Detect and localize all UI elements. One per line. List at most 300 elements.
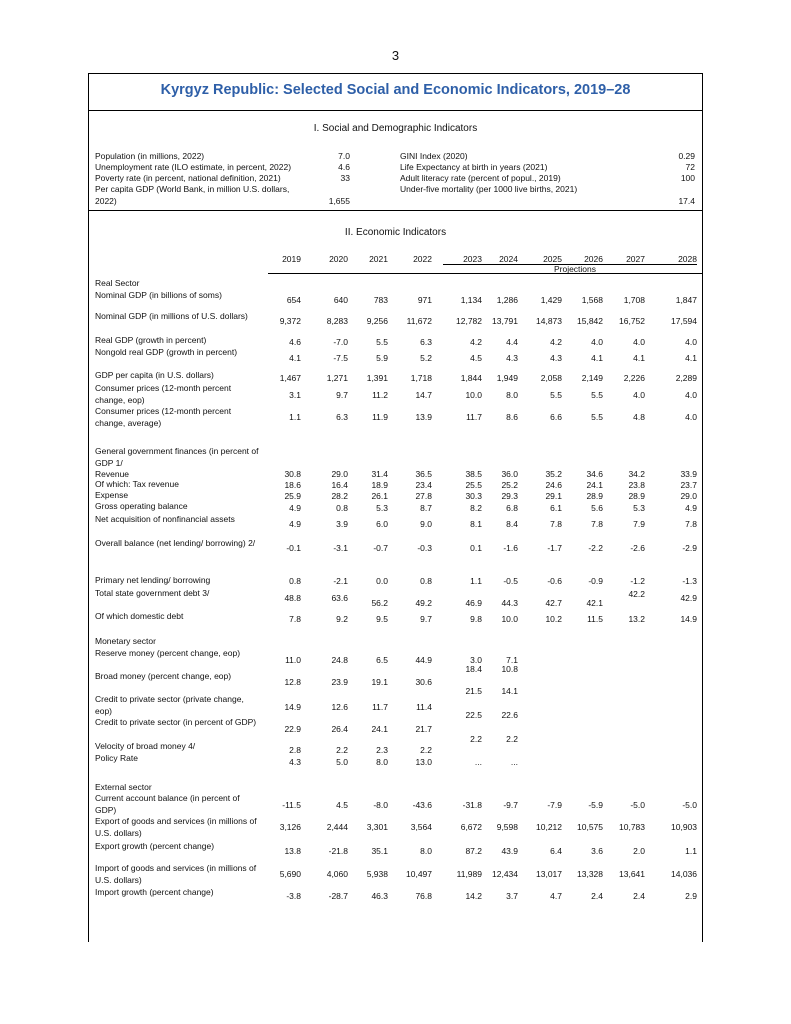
cell-value: 2.9: [685, 891, 697, 901]
cell-value: 5,690: [279, 869, 301, 879]
cell-value: 10,575: [577, 822, 603, 832]
cell-value: 4.3: [289, 757, 301, 767]
cell-value: 4.0: [633, 337, 645, 347]
cell-value: 12,782: [456, 316, 482, 326]
cell-value: 3,564: [410, 822, 432, 832]
social-right-label: GINI Index (2020): [400, 151, 468, 161]
cell-value: -7.9: [547, 800, 562, 810]
cell-value: 3,126: [279, 822, 301, 832]
cell-value: 9.5: [376, 614, 388, 624]
section-header: External sector: [95, 782, 152, 792]
row-label: Revenue: [95, 469, 130, 479]
cell-value: 11.9: [372, 412, 388, 422]
cell-value: 10.0: [465, 390, 482, 400]
cell-value: 13,017: [536, 869, 562, 879]
cell-value: 2.8: [289, 745, 301, 755]
social-left-value: 4.6: [338, 162, 350, 172]
cell-value: 2,444: [326, 822, 348, 832]
cell-value: 8.2: [470, 503, 482, 513]
cell-value: 4.0: [685, 390, 697, 400]
social-left-label: Poverty rate (in percent, national definition, 2021): [95, 173, 281, 183]
year-2025: 2025: [543, 254, 562, 264]
social-right-value: 72: [685, 162, 695, 172]
cell-value: 11.5: [587, 614, 603, 624]
cell-value: 63.6: [331, 593, 348, 603]
cell-value: 24.1: [586, 480, 603, 490]
cell-value: 4.9: [289, 503, 301, 513]
cell-value: 21.7: [415, 724, 432, 734]
year-2020: 2020: [329, 254, 348, 264]
cell-value: 43.9: [501, 846, 518, 856]
cell-value: 5.3: [633, 503, 645, 513]
cell-value: -8.0: [373, 800, 388, 810]
row-label: Current account balance (in percent of GDP): [95, 793, 240, 815]
row-label: Export of goods and services (in millions of U.S. dollars): [95, 816, 257, 838]
cell-value: 13,641: [619, 869, 645, 879]
cell-value: 25.2: [501, 480, 518, 490]
cell-value: 46.9: [465, 598, 482, 608]
cell-value: 1,134: [460, 295, 482, 305]
social-right-value: 100: [680, 173, 695, 183]
cell-value: 4,060: [326, 869, 348, 879]
cell-value: 13,791: [492, 316, 518, 326]
cell-value: 11.2: [372, 390, 388, 400]
cell-value: 2.4: [591, 891, 603, 901]
cell-value: 4.5: [470, 353, 482, 363]
cell-value: -43.6: [412, 800, 432, 810]
cell-value: 5.2: [420, 353, 432, 363]
cell-value: 9,372: [279, 316, 301, 326]
cell-value: 9.8: [470, 614, 482, 624]
cell-value: -7.0: [333, 337, 348, 347]
cell-value: 1,844: [460, 373, 482, 383]
section-header: Monetary sector: [95, 636, 156, 646]
row-label: Of which: Tax revenue: [95, 479, 179, 489]
cell-value: 10.8: [501, 664, 518, 674]
row-label: Credit to private sector (in percent of GDP): [95, 717, 257, 727]
cell-value: 3.7: [506, 891, 518, 901]
cell-value: 14,036: [671, 869, 697, 879]
header-rule: [268, 273, 703, 274]
cell-value: 18.9: [371, 480, 388, 490]
row-label: Policy Rate: [95, 753, 138, 763]
cell-value: 1.1: [470, 576, 482, 586]
cell-value: 76.8: [415, 891, 432, 901]
cell-value: 30.3: [465, 491, 482, 501]
cell-value: -11.5: [282, 800, 301, 810]
year-2019: 2019: [282, 254, 301, 264]
cell-value: 22.5: [465, 710, 482, 720]
cell-value: 0.8: [420, 576, 432, 586]
cell-value: 12.6: [331, 702, 348, 712]
section-header: Real Sector: [95, 278, 140, 288]
cell-value: 38.5: [465, 469, 482, 479]
cell-value: 8.1: [470, 519, 482, 529]
cell-value: 0.8: [289, 576, 301, 586]
cell-value: 26.4: [331, 724, 348, 734]
cell-value: 17,594: [671, 316, 697, 326]
year-2024: 2024: [499, 254, 518, 264]
cell-value: 6.0: [376, 519, 388, 529]
cell-value: 10.0: [501, 614, 518, 624]
social-left-value: 7.0: [338, 151, 350, 161]
cell-value: 18.4: [465, 664, 482, 674]
row-label: Gross operating balance: [95, 501, 188, 511]
cell-value: 56.2: [371, 598, 388, 608]
row-label: Import of goods and services (in millions of U.S. dollars): [95, 863, 257, 885]
cell-value: 29.0: [331, 469, 348, 479]
section-economic-title: II. Economic Indicators: [344, 227, 447, 238]
cell-value: 29.3: [501, 491, 518, 501]
cell-value: 7.8: [550, 519, 562, 529]
page-number: 3: [391, 48, 400, 63]
cell-value: 2.2: [470, 734, 482, 744]
social-right-label: Life Expectancy at birth in years (2021): [400, 162, 548, 172]
cell-value: 5.5: [376, 337, 388, 347]
cell-value: 5.3: [376, 503, 388, 513]
cell-value: 8,283: [326, 316, 348, 326]
cell-value: 2.4: [633, 891, 645, 901]
cell-value: 11.7: [466, 412, 482, 422]
cell-value: 971: [417, 295, 432, 305]
cell-value: -31.8: [462, 800, 482, 810]
row-label: Real GDP (growth in percent): [95, 335, 207, 345]
cell-value: 4.3: [506, 353, 518, 363]
cell-value: 24.8: [331, 655, 348, 665]
cell-value: 13,328: [577, 869, 603, 879]
social-left-label: Population (in millions, 2022): [95, 151, 205, 161]
cell-value: 16.4: [331, 480, 348, 490]
cell-value: 2.0: [633, 846, 645, 856]
cell-value: -0.5: [503, 576, 518, 586]
cell-value: -2.1: [333, 576, 348, 586]
cell-value: 654: [286, 295, 301, 305]
cell-value: 4.9: [289, 519, 301, 529]
cell-value: 6,672: [460, 822, 482, 832]
cell-value: 10.2: [545, 614, 562, 624]
cell-value: 42.9: [680, 593, 697, 603]
cell-value: 1,718: [410, 373, 432, 383]
cell-value: 42.2: [628, 589, 645, 599]
cell-value: -5.0: [630, 800, 645, 810]
cell-value: ...: [510, 757, 518, 767]
cell-value: 3,301: [366, 822, 388, 832]
cell-value: -7.5: [333, 353, 348, 363]
cell-value: 6.4: [550, 846, 562, 856]
cell-value: 2,289: [675, 373, 697, 383]
cell-value: 14.1: [501, 686, 518, 696]
cell-value: 4.1: [289, 353, 301, 363]
row-label: Nominal GDP (in billions of soms): [95, 290, 222, 300]
cell-value: 35.1: [371, 846, 388, 856]
cell-value: 5,938: [366, 869, 388, 879]
cell-value: -2.9: [682, 543, 697, 553]
cell-value: 4.0: [685, 412, 697, 422]
cell-value: 1,286: [496, 295, 518, 305]
cell-value: 6.8: [506, 503, 518, 513]
cell-value: 9,598: [496, 822, 518, 832]
cell-value: 4.5: [336, 800, 348, 810]
table-title: Kyrgyz Republic: Selected Social and Economic Indicators, 2019–28: [160, 82, 631, 98]
cell-value: 49.2: [415, 598, 432, 608]
cell-value: -0.6: [547, 576, 562, 586]
cell-value: 2.2: [506, 734, 518, 744]
cell-value: 4.2: [470, 337, 482, 347]
cell-value: 10,212: [536, 822, 562, 832]
projections-label: Projections: [553, 264, 597, 274]
row-label: Of which domestic debt: [95, 611, 184, 621]
cell-value: 6.6: [550, 412, 562, 422]
cell-value: 22.6: [501, 710, 518, 720]
cell-value: 10,497: [406, 869, 432, 879]
cell-value: 2,058: [540, 373, 562, 383]
cell-value: -21.8: [328, 846, 348, 856]
cell-value: 14.9: [680, 614, 697, 624]
cell-value: 35.2: [545, 469, 562, 479]
cell-value: 2.2: [336, 745, 348, 755]
row-label: Expense: [95, 490, 129, 500]
cell-value: 12.8: [284, 677, 301, 687]
cell-value: 5.6: [591, 503, 603, 513]
section-social-title: I. Social and Demographic Indicators: [313, 123, 478, 134]
cell-value: 14,873: [536, 316, 562, 326]
row-label: Consumer prices (12-month percent change, average): [95, 406, 232, 428]
cell-value: 4.4: [506, 337, 518, 347]
cell-value: 23.4: [415, 480, 432, 490]
cell-value: 9.7: [420, 614, 432, 624]
cell-value: -1.2: [630, 576, 645, 586]
social-right-label: Under-five mortality (per 1000 live births, 2021): [400, 184, 578, 194]
cell-value: 28.2: [331, 491, 348, 501]
row-label: Import growth (percent change): [95, 887, 214, 897]
cell-value: 7.8: [685, 519, 697, 529]
cell-value: 8.7: [420, 503, 432, 513]
cell-value: 640: [333, 295, 348, 305]
cell-value: 8.6: [506, 412, 518, 422]
cell-value: 21.5: [465, 686, 482, 696]
cell-value: 2,149: [581, 373, 603, 383]
cell-value: 25.5: [465, 480, 482, 490]
cell-value: 28.9: [586, 491, 603, 501]
cell-value: 27.8: [415, 491, 432, 501]
cell-value: 29.1: [545, 491, 562, 501]
cell-value: 44.9: [415, 655, 432, 665]
cell-value: -2.6: [630, 543, 645, 553]
cell-value: 11.4: [416, 702, 432, 712]
cell-value: 8.0: [506, 390, 518, 400]
cell-value: 28.9: [628, 491, 645, 501]
cell-value: 5.9: [376, 353, 388, 363]
cell-value: 18.6: [284, 480, 301, 490]
cell-value: 5.5: [591, 412, 603, 422]
cell-value: 1.1: [289, 412, 301, 422]
row-label: Nongold real GDP (growth in percent): [95, 347, 238, 357]
cell-value: 29.0: [680, 491, 697, 501]
cell-value: 42.7: [545, 598, 562, 608]
cell-value: 25.9: [284, 491, 301, 501]
cell-value: 13.9: [415, 412, 432, 422]
cell-value: 9.7: [336, 390, 348, 400]
cell-value: 23.9: [331, 677, 348, 687]
cell-value: 16,752: [619, 316, 645, 326]
row-label: Consumer prices (12-month percent change, eop): [95, 383, 232, 405]
row-label: GDP per capita (in U.S. dollars): [95, 370, 214, 380]
cell-value: 13.0: [415, 757, 432, 767]
cell-value: 1,271: [326, 373, 348, 383]
row-label: Reserve money (percent change, eop): [95, 648, 241, 658]
cell-value: 4.0: [685, 337, 697, 347]
cell-value: 4.1: [685, 353, 697, 363]
cell-value: 34.2: [628, 469, 645, 479]
cell-value: -3.1: [333, 543, 348, 553]
social-left-label: Per capita GDP (World Bank, in million U.S. dollars,: [95, 184, 290, 194]
cell-value: 3.6: [591, 846, 603, 856]
cell-value: -1.6: [503, 543, 518, 553]
social-right-value: 0.29: [678, 151, 695, 161]
cell-value: -9.7: [503, 800, 518, 810]
row-label: Overall balance (net lending/ borrowing) 2/: [95, 538, 256, 548]
cell-value: 10,903: [671, 822, 697, 832]
cell-value: -0.3: [417, 543, 432, 553]
cell-value: -0.7: [373, 543, 388, 553]
cell-value: 2.3: [376, 745, 388, 755]
cell-value: 22.9: [284, 724, 301, 734]
cell-value: -3.8: [286, 891, 301, 901]
cell-value: 14.2: [465, 891, 482, 901]
cell-value: 24.1: [371, 724, 388, 734]
cell-value: 4.2: [550, 337, 562, 347]
cell-value: 4.1: [633, 353, 645, 363]
year-2022: 2022: [413, 254, 432, 264]
cell-value: 14.9: [284, 702, 301, 712]
cell-value: 4.7: [550, 891, 562, 901]
row-label: Export growth (percent change): [95, 841, 215, 851]
cell-value: 4.9: [685, 503, 697, 513]
social-left-value: 33: [340, 173, 350, 183]
cell-value: 34.6: [586, 469, 603, 479]
cell-value: 11,989: [456, 869, 482, 879]
cell-value: 30.6: [415, 677, 432, 687]
cell-value: 4.6: [289, 337, 301, 347]
cell-value: 783: [373, 295, 388, 305]
cell-value: 12,434: [492, 869, 518, 879]
cell-value: 1,429: [540, 295, 562, 305]
cell-value: 6.5: [376, 655, 388, 665]
cell-value: 1,708: [623, 295, 645, 305]
cell-value: 7.8: [591, 519, 603, 529]
cell-value: 3.1: [289, 390, 301, 400]
cell-value: 48.8: [284, 593, 301, 603]
cell-value: 13.2: [628, 614, 645, 624]
cell-value: 36.0: [501, 469, 518, 479]
divider: [88, 210, 703, 211]
cell-value: 0.0: [376, 576, 388, 586]
cell-value: 30.8: [284, 469, 301, 479]
row-label: Nominal GDP (in millions of U.S. dollars): [95, 311, 248, 321]
cell-value: 2.2: [420, 745, 432, 755]
cell-value: 8.0: [376, 757, 388, 767]
cell-value: -0.1: [286, 543, 301, 553]
social-right-label: Adult literacy rate (percent of popul., 2019): [400, 173, 561, 183]
social-left-label: 2022): [95, 196, 117, 206]
cell-value: -28.7: [328, 891, 348, 901]
cell-value: -5.0: [682, 800, 697, 810]
row-label: Velocity of broad money 4/: [95, 741, 196, 751]
cell-value: 4.8: [633, 412, 645, 422]
cell-value: 1,467: [279, 373, 301, 383]
cell-value: 5.5: [591, 390, 603, 400]
cell-value: 4.0: [591, 337, 603, 347]
cell-value: 15,842: [577, 316, 603, 326]
cell-value: 44.3: [501, 598, 518, 608]
cell-value: 9.0: [420, 519, 432, 529]
row-label: Credit to private sector (private change, eop): [95, 694, 244, 716]
cell-value: 1,391: [366, 373, 388, 383]
cell-value: 1.1: [685, 846, 697, 856]
cell-value: 3.0: [470, 655, 482, 665]
cell-value: 31.4: [371, 469, 388, 479]
row-label: Primary net lending/ borrowing: [95, 575, 211, 585]
cell-value: 8.0: [420, 846, 432, 856]
cell-value: 6.3: [420, 337, 432, 347]
divider: [88, 110, 703, 111]
cell-value: 13.8: [284, 846, 301, 856]
social-left-value: 1,655: [328, 196, 350, 206]
year-2028: 2028: [678, 254, 697, 264]
cell-value: 7.1: [506, 655, 518, 665]
cell-value: 7.9: [633, 519, 645, 529]
cell-value: 0.8: [336, 503, 348, 513]
cell-value: 10,783: [619, 822, 645, 832]
cell-value: 11.7: [372, 702, 388, 712]
row-label: Total state government debt 3/: [95, 588, 210, 598]
cell-value: 0.1: [470, 543, 482, 553]
cell-value: -1.3: [682, 576, 697, 586]
cell-value: 8.4: [506, 519, 518, 529]
cell-value: 1,949: [496, 373, 518, 383]
cell-value: -5.9: [588, 800, 603, 810]
cell-value: 4.3: [550, 353, 562, 363]
year-2023: 2023: [463, 254, 482, 264]
cell-value: 5.5: [550, 390, 562, 400]
cell-value: 9,256: [366, 316, 388, 326]
cell-value: -1.7: [547, 543, 562, 553]
section-header: General government finances (in percent of GDP 1/: [95, 446, 259, 468]
cell-value: 5.0: [336, 757, 348, 767]
cell-value: ...: [474, 757, 482, 767]
cell-value: 7.8: [289, 614, 301, 624]
cell-value: -2.2: [588, 543, 603, 553]
cell-value: 23.7: [680, 480, 697, 490]
row-label: Broad money (percent change, eop): [95, 671, 232, 681]
cell-value: 36.5: [415, 469, 432, 479]
cell-value: 23.8: [628, 480, 645, 490]
cell-value: 1,847: [675, 295, 697, 305]
cell-value: 4.0: [633, 390, 645, 400]
cell-value: 11,672: [406, 316, 432, 326]
cell-value: 19.1: [371, 677, 388, 687]
cell-value: 87.2: [465, 846, 482, 856]
cell-value: 46.3: [371, 891, 388, 901]
cell-value: 11.0: [285, 655, 301, 665]
social-right-value: 17.4: [678, 196, 695, 206]
cell-value: -0.9: [588, 576, 603, 586]
cell-value: 9.2: [336, 614, 348, 624]
cell-value: 6.3: [336, 412, 348, 422]
cell-value: 33.9: [680, 469, 697, 479]
cell-value: 42.1: [586, 598, 603, 608]
cell-value: 26.1: [371, 491, 388, 501]
